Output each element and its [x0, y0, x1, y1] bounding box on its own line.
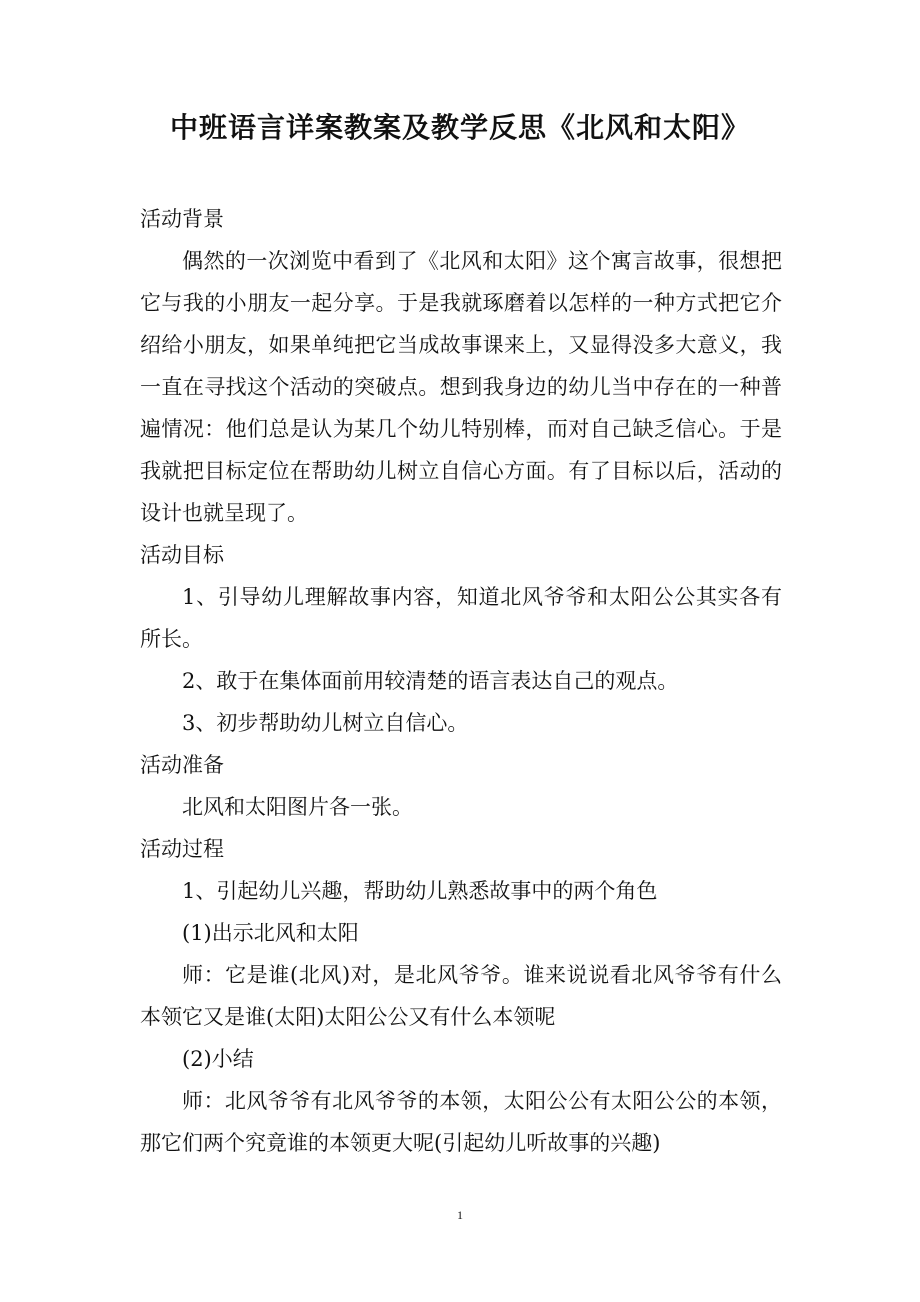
page-number: 1 — [457, 1208, 463, 1222]
paragraph-goal-1: 1、引导幼儿理解故事内容，知道北风爷爷和太阳公公其实各有所长。 — [140, 585, 782, 651]
paragraph-goal-2: 2、敢于在集体面前用较清楚的语言表达自己的观点。 — [182, 669, 679, 693]
paragraph-teacher-question: 师：它是谁(北风)对，是北风爷爷。谁来说说看北风爷爷有什么本领它又是谁(太阳)太阳公公又有什么本领呢 — [140, 963, 782, 1029]
paragraph-background: 偶然的一次浏览中看到了《北风和太阳》这个寓言故事，很想把它与我的小朋友一起分享。于是我就琢磨着以怎样的一种方式把它介绍给小朋友，如果单纯把它当成故事课来上，又显得没多大意义，我一直在寻找这个活动的突破点。想到我身边的幼儿当中存在的一种普遍情况：他们总是认为某几个幼儿特别棒，而对自己缺乏信心。于是我就把目标定位在帮助幼儿树立自信心方面。有了目标以后，活动的设计也就呈现了。 — [140, 249, 782, 525]
document-title: 中班语言详案教案及教学反思《北风和太阳》 — [169, 111, 750, 144]
section-heading-process: 活动过程 — [140, 837, 224, 861]
paragraph-process-sub-1: (1)出示北风和太阳 — [182, 921, 359, 945]
paragraph-process-sub-2: (2)小结 — [182, 1047, 254, 1071]
section-heading-preparation: 活动准备 — [140, 753, 224, 777]
paragraph-teacher-summary: 师：北风爷爷有北风爷爷的本领，太阳公公有太阳公公的本领，那它们两个究竟谁的本领更大呢(引起幼儿听故事的兴趣) — [140, 1089, 782, 1155]
paragraph-process-step-1: 1、引起幼儿兴趣，帮助幼儿熟悉故事中的两个角色 — [182, 879, 658, 903]
paragraph-goal-3: 3、初步帮助幼儿树立自信心。 — [182, 711, 469, 735]
paragraph-preparation: 北风和太阳图片各一张。 — [182, 795, 413, 819]
section-heading-goals: 活动目标 — [140, 543, 224, 567]
document-body — [140, 198, 782, 1164]
section-heading-background: 活动背景 — [140, 207, 224, 231]
